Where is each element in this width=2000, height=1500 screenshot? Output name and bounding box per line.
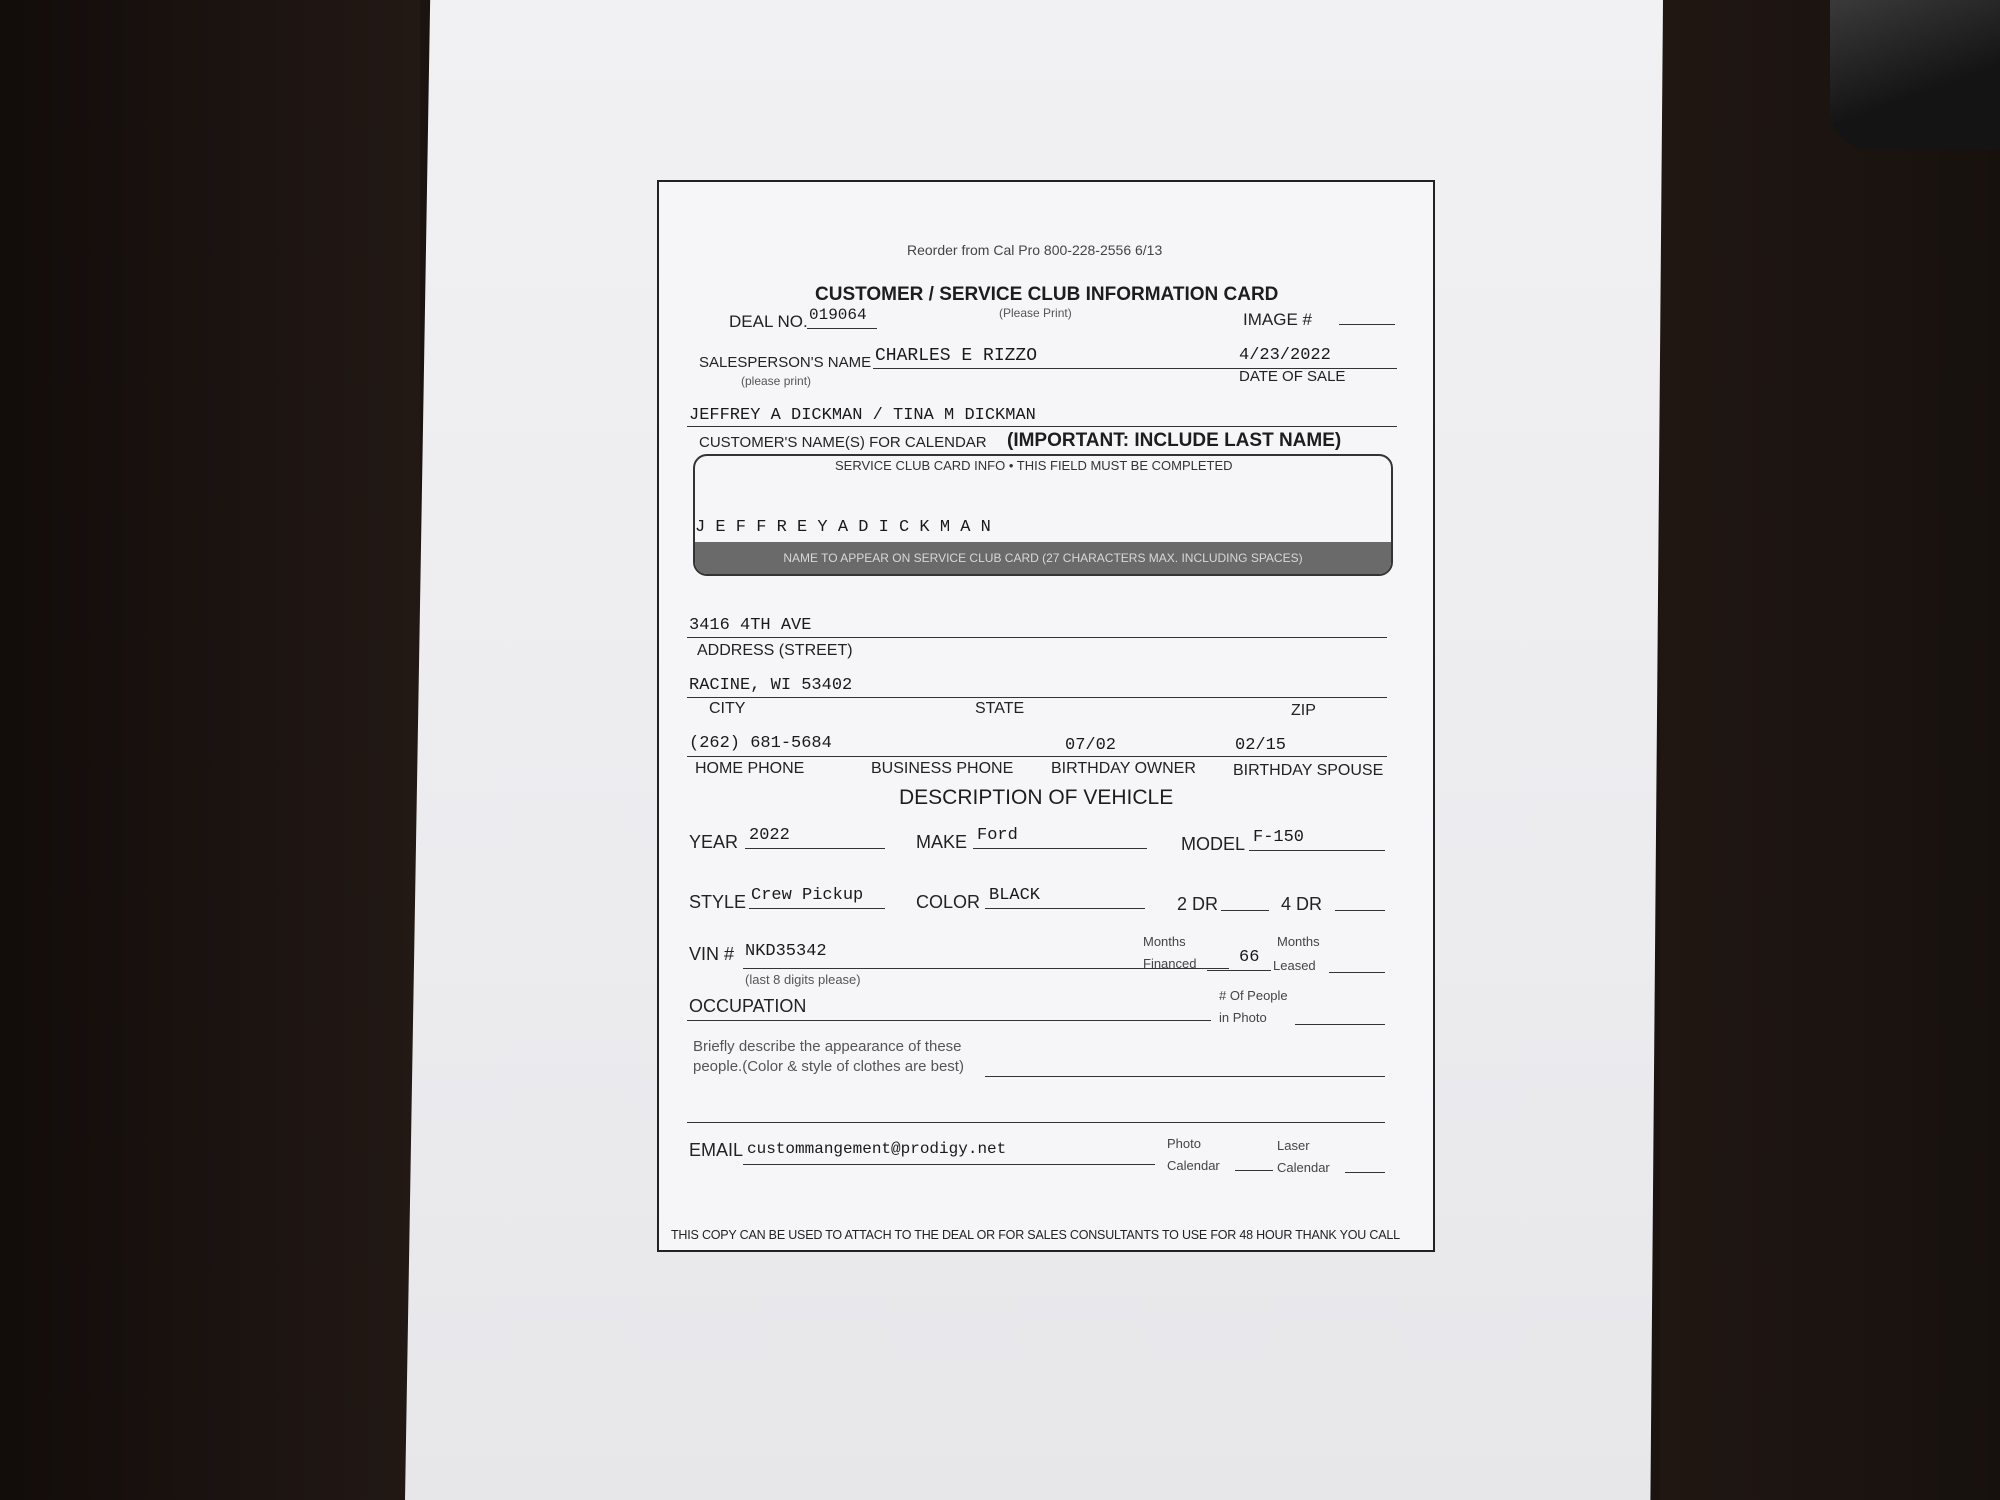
form-title: CUSTOMER / SERVICE CLUB INFORMATION CARD	[815, 284, 1279, 305]
salesperson-label: SALESPERSON'S NAME	[699, 354, 872, 371]
describe-line-1: Briefly describe the appearance of these	[693, 1038, 962, 1055]
leased-line	[1329, 972, 1385, 973]
city-value: RACINE, WI 53402	[689, 676, 853, 695]
months-financed-value: 66	[1239, 948, 1260, 967]
address-line	[687, 637, 1387, 638]
make-value: Ford	[977, 826, 1018, 845]
table-surface-left	[0, 0, 420, 1500]
people-label-2: in Photo	[1219, 1010, 1267, 1025]
deal-label: DEAL NO.	[729, 312, 808, 331]
corner-object	[1830, 0, 2000, 150]
vin-label: VIN #	[689, 944, 735, 964]
vehicle-title: DESCRIPTION OF VEHICLE	[899, 786, 1174, 809]
salesperson-sub: (please print)	[741, 374, 812, 388]
customer-names-line	[687, 426, 1397, 427]
occupation-label: OCCUPATION	[689, 996, 807, 1016]
style-line	[749, 908, 885, 909]
birthday-owner-value: 07/02	[1065, 736, 1117, 755]
reorder-text: Reorder from Cal Pro 800-228-2556 6/13	[907, 242, 1163, 258]
email-line	[743, 1164, 1155, 1165]
style-label: STYLE	[689, 892, 747, 912]
vin-value: NKD35342	[745, 942, 827, 961]
club-header: SERVICE CLUB CARD INFO • THIS FIELD MUST BE COMPLETED	[835, 458, 1233, 473]
laser-calendar-label-1: Laser	[1277, 1138, 1310, 1153]
date-of-sale-value: 4/23/2022	[1239, 346, 1331, 365]
customer-names-label: CUSTOMER'S NAME(S) FOR CALENDAR	[699, 434, 987, 451]
home-phone-value: (262) 681-5684	[689, 734, 832, 753]
birthday-spouse-label: BIRTHDAY SPOUSE	[1233, 762, 1384, 779]
make-line	[973, 848, 1147, 849]
home-phone-label: HOME PHONE	[695, 760, 805, 777]
city-label: CITY	[709, 700, 746, 717]
club-footer-bar: NAME TO APPEAR ON SERVICE CLUB CARD (27 CHARACTERS MAX. INCLUDING SPACES)	[695, 542, 1391, 574]
important-note: (IMPORTANT: INCLUDE LAST NAME)	[1007, 430, 1342, 451]
months-leased-label-1: Months	[1277, 934, 1320, 949]
service-club-box	[693, 454, 1393, 576]
describe-line	[985, 1076, 1385, 1077]
photo-calendar-label-2: Calendar	[1167, 1158, 1220, 1173]
state-label: STATE	[975, 700, 1025, 717]
deal-line	[807, 328, 877, 329]
months-financed-label-2: Financed	[1143, 956, 1197, 971]
laser-calendar-label-2: Calendar	[1277, 1160, 1330, 1175]
months-leased-label-2: Leased	[1273, 958, 1316, 973]
salesperson-value: CHARLES E RIZZO	[875, 346, 1038, 366]
two-door-line	[1221, 910, 1269, 911]
please-print-note: (Please Print)	[999, 306, 1072, 320]
laser-calendar-line	[1345, 1172, 1385, 1173]
zip-label: ZIP	[1291, 702, 1316, 719]
year-value: 2022	[749, 826, 790, 845]
address-value: 3416 4TH AVE	[689, 616, 812, 635]
city-line	[687, 697, 1387, 698]
model-label: MODEL	[1181, 834, 1246, 854]
email-value: custommangement@prodigy.net	[747, 1140, 1007, 1158]
table-surface-right	[1660, 0, 2000, 1500]
customer-names-value: JEFFREY A DICKMAN / TINA M DICKMAN	[689, 406, 1036, 425]
four-door-line	[1335, 910, 1385, 911]
describe-line-2: people.(Color & style of clothes are best)	[693, 1058, 964, 1075]
deal-value: 019064	[809, 306, 867, 324]
months-financed-label-1: Months	[1143, 934, 1186, 949]
make-label: MAKE	[916, 832, 968, 852]
service-club-form	[657, 180, 1435, 1252]
address-label: ADDRESS (STREET)	[697, 642, 853, 659]
birthday-owner-label: BIRTHDAY OWNER	[1051, 760, 1196, 777]
two-door-label: 2 DR	[1177, 894, 1219, 914]
color-label: COLOR	[916, 892, 981, 912]
vin-sub: (last 8 digits please)	[745, 972, 861, 987]
year-line	[745, 848, 885, 849]
color-line	[985, 908, 1145, 909]
financed-line	[1207, 970, 1271, 971]
model-line	[1249, 850, 1385, 851]
model-value: F-150	[1253, 828, 1305, 847]
form-footer: THIS COPY CAN BE USED TO ATTACH TO THE DEAL OR FOR SALES CONSULTANTS TO USE FOR 48 HOUR THANK YOU CALL	[671, 1228, 1400, 1242]
phones-line	[687, 756, 1387, 757]
photo-calendar-line	[1235, 1170, 1273, 1171]
year-label: YEAR	[689, 832, 739, 852]
email-label: EMAIL	[689, 1140, 744, 1160]
date-of-sale-label: DATE OF SALE	[1239, 368, 1346, 385]
photo-calendar-label-1: Photo	[1167, 1136, 1201, 1151]
color-value: BLACK	[989, 886, 1041, 905]
people-label-1: # Of People	[1219, 988, 1288, 1003]
image-line	[1339, 324, 1395, 325]
business-phone-label: BUSINESS PHONE	[871, 760, 1014, 777]
blank-line	[687, 1122, 1385, 1123]
people-line	[1295, 1024, 1385, 1025]
occupation-line	[687, 1020, 1211, 1021]
image-label: IMAGE #	[1243, 310, 1312, 329]
birthday-spouse-value: 02/15	[1235, 736, 1287, 755]
club-name-value: J E F F R E Y A D I C K M A N	[695, 518, 991, 537]
style-value: Crew Pickup	[751, 886, 864, 905]
four-door-label: 4 DR	[1281, 894, 1323, 914]
